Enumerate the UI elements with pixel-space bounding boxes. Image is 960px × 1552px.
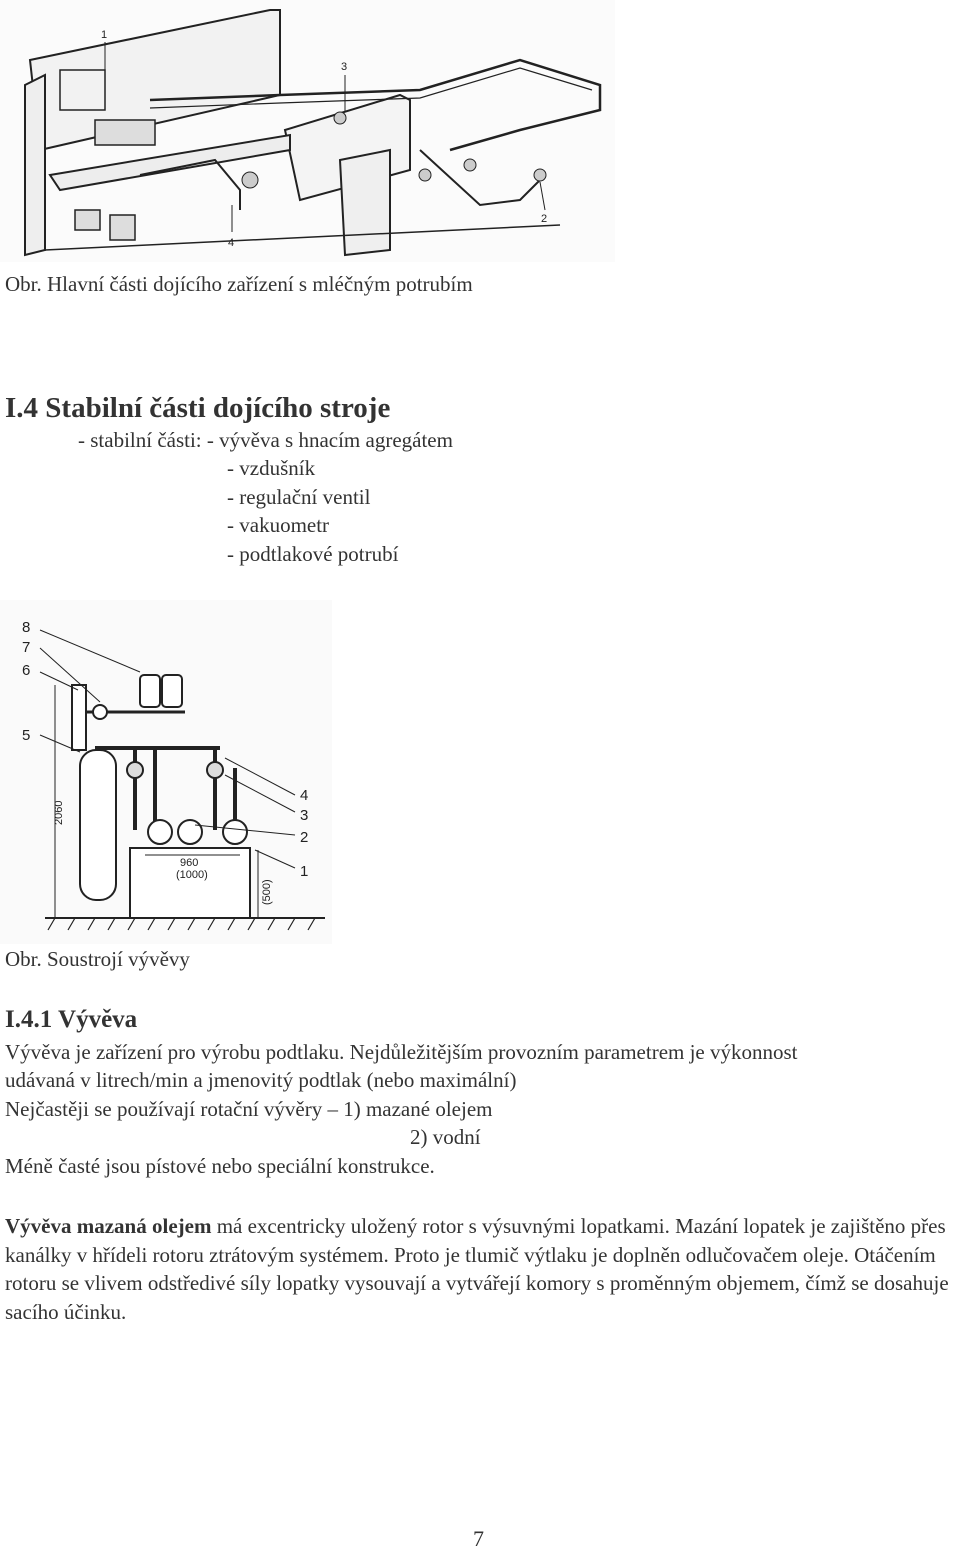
list-item: - podtlakové potrubí <box>227 542 399 566</box>
subsection-heading: I.4.1 Vývěva <box>5 1006 138 1033</box>
list-item: - vakuometr <box>227 513 330 537</box>
figure1-label-4: 4 <box>228 237 235 249</box>
body-line: 2) vodní <box>410 1125 481 1149</box>
figure2-label-1: 1 <box>300 863 309 880</box>
vacuum-pump-unit-figure <box>0 600 332 944</box>
figure1-label-1: 1 <box>101 29 108 41</box>
figure2-dimension-base: (500) <box>261 879 273 905</box>
body-line: udávaná v litrech/min a jmenovitý podtlak (nebo maximální) <box>5 1068 517 1092</box>
figure2-label-4: 4 <box>300 787 309 804</box>
page-number: 7 <box>473 1526 484 1551</box>
paragraph-lead: Vývěva mazaná olejem <box>5 1214 212 1238</box>
figure1-caption: Obr. Hlavní části dojícího zařízení s mléčným potrubím <box>5 272 473 296</box>
figure2-caption: Obr. Soustrojí vývěvy <box>5 947 190 971</box>
vacuum-pump-unit-drawing <box>0 600 332 944</box>
figure2-dimension-height: 2060 <box>53 800 65 825</box>
list-item: - stabilní části: - vývěva s hnacím agregátem <box>78 428 453 452</box>
paragraph-body: má excentricky uložený rotor s výsuvnými lopatkami. Mazání lopatek je zajištěno přes kanálky v hřídeli rotoru ztrátovým systémem. Proto je tlumič výtlaku je doplněn odlučovačem oleje. Otáčením rotoru se vlivem odstředivé síly lopatky vysouvají a vytvářejí komory s proměnným objemem, čímž se dosahuje sacího účinku. <box>5 1214 949 1324</box>
figure2-dimension-width-alt: (1000) <box>176 869 208 881</box>
figure2-label-3: 3 <box>300 807 309 824</box>
figure2-label-7: 7 <box>22 639 31 656</box>
figure1-label-3: 3 <box>341 61 348 73</box>
figure2-dimension-width: 960 <box>180 857 199 869</box>
body-line: Nejčastěji se používají rotační vývěry – 1) mazané olejem <box>5 1097 493 1121</box>
figure1-label-2: 2 <box>541 213 548 225</box>
figure2-label-2: 2 <box>300 829 309 846</box>
body-line: Méně časté jsou pístové nebo speciální konstrukce. <box>5 1154 435 1178</box>
milking-installation-figure <box>0 0 615 262</box>
figure2-label-5: 5 <box>22 727 31 744</box>
oil-pump-paragraph <box>5 1212 957 1326</box>
milking-installation-drawing <box>0 0 615 262</box>
list-item: - regulační ventil <box>227 485 371 509</box>
list-item: - vzdušník <box>227 456 316 480</box>
body-line: Vývěva je zařízení pro výrobu podtlaku. Nejdůležitějším provozním parametrem je výkonnost <box>5 1040 798 1064</box>
figure2-label-8: 8 <box>22 619 31 636</box>
figure2-label-6: 6 <box>22 662 31 679</box>
section-heading: I.4 Stabilní části dojícího stroje <box>5 392 391 424</box>
